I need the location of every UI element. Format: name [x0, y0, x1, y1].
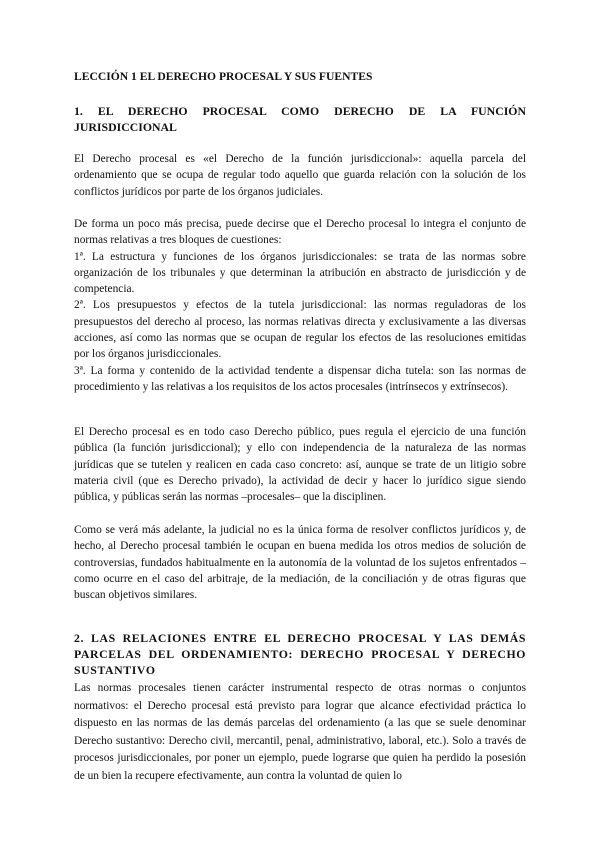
list-item-1: 1ª. La estructura y funciones de los órganos jurisdiccionales: se trata de las normas sobre organización de los tribunales y que determinan la atribución en abstracto de jurisdicción y de competencia.	[74, 250, 526, 296]
section-2-heading: 2. LAS RELACIONES ENTRE EL DERECHO PROCESAL Y LAS DEMÁS PARCELAS DEL ORDENAMIENTO: DERECHO PROCESAL Y DERECHO SUSTANTIVO	[74, 631, 526, 677]
section-1-paragraph-4: Como se verá más adelante, la judicial no es la única forma de resolver conflictos jurídicos y, de hecho, al Derecho procesal también le ocupan en buena medida los otros medios de solución de controversias, fundados habitualmente en la autonomía de la voluntad de los sujetos enfrentados –como ocurre en el caso del arbitraje, de la mediación, de la conciliación y de otras figuras que buscan objetivos similares.	[74, 524, 526, 602]
list-item-2: 2ª. Los presupuestos y efectos de la tutela jurisdiccional: las normas reguladoras de los presupuestos del derecho al proceso, las normas relativas directa y exclusivamente a las diversas acciones, así como las normas que se ocupan de regular los efectos de las resoluciones emitidas por los órganos jurisdiccionales.	[74, 299, 526, 361]
list-item-3: 3ª. La forma y contenido de la actividad tendente a dispensar dicha tutela: son las normas de procedimiento y las relativas a los requisitos de los actos procesales (intrínsecos y extrínsecos).	[74, 364, 526, 393]
lesson-title: LECCIÓN 1 EL DERECHO PROCESAL Y SUS FUENTES	[74, 70, 373, 83]
section-1-paragraph-1: El Derecho procesal es «el Derecho de la función jurisdiccional»: aquella parcela del ordenamiento que se ocupa de regular todo aquello que guarda relación con la solución de los conflictos jurídicos por parte de los órganos judiciales.	[74, 153, 526, 198]
section-1-paragraph-3: El Derecho procesal es en todo caso Derecho público, pues regula el ejercicio de una función pública (la función jurisdiccional); y ello con independencia de la naturaleza de las normas jurídicas que se tutelen y realicen en cada caso concreto: así, aunque se trate de un litigio sobre materia civil (que es Derecho privado), la actividad de decir y hacer lo jurídico sigue siendo pública, y públicas serán las normas –procesales– que la disciplinen.	[74, 426, 526, 504]
section-1-paragraph-2	[74, 216, 526, 395]
section-2-paragraph-1: Las normas procesales tienen carácter instrumental respecto de otras normas o conjuntos normativos: el Derecho procesal está previsto para lograr que alcance efectividad práctica lo dispuesto en las normas de las demás parcelas del ordenamiento (a las que se suele denominar Derecho sustantivo: Derecho civil, mercantil, penal, administrativo, laboral, etc.). Solo a través de procesos jurisdiccionales, por poner un ejemplo, puede lograrse que quien ha perdido la posesión de un bien la recupere efectivamente, aun contra la voluntad de quien lo	[74, 682, 526, 782]
paragraph-2-intro: De forma un poco más precisa, puede decirse que el Derecho procesal lo integra el conjunto de normas relativas a tres bloques de cuestiones:	[74, 218, 526, 247]
section-1-heading: 1. EL DERECHO PROCESAL COMO DERECHO DE LA FUNCIÓN JURISDICCIONAL	[74, 104, 526, 134]
